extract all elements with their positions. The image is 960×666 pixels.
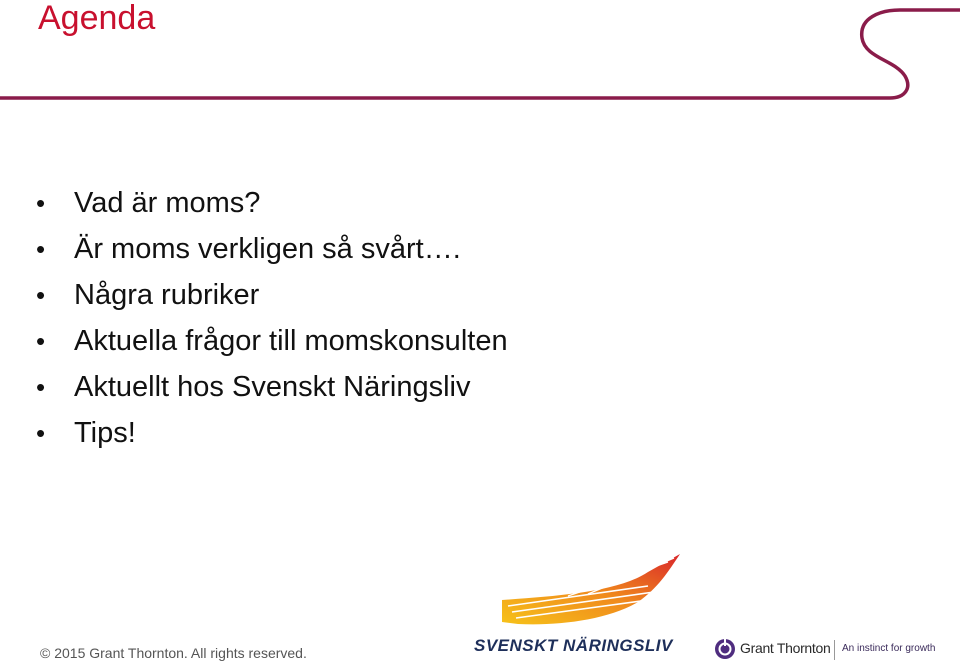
agenda-item: • Är moms verkligen så svårt…. [36, 226, 508, 272]
wing-icon [498, 552, 688, 632]
agenda-item: • Aktuellt hos Svenskt Näringsliv [36, 364, 508, 410]
agenda-item: • Vad är moms? [36, 180, 508, 226]
agenda-item: • Tips! [36, 410, 508, 456]
svenskt-naringsliv-wordmark: SVENSKT NÄRINGSLIV [474, 636, 673, 655]
agenda-list [36, 180, 508, 456]
copyright-text: © 2015 Grant Thornton. All rights reserved. [40, 645, 307, 661]
grant-thornton-logo [712, 636, 952, 664]
svenskt-naringsliv-logo [472, 552, 692, 660]
grant-thornton-wordmark: Grant Thornton [740, 640, 831, 656]
grant-thornton-tagline: An instinct for growth [842, 643, 936, 654]
page-title: Agenda [38, 0, 156, 37]
agenda-item: • Aktuella frågor till momskonsulten [36, 318, 508, 364]
grant-thornton-mark-icon [714, 638, 736, 660]
agenda-item: • Några rubriker [36, 272, 508, 318]
logo-divider [834, 640, 835, 660]
